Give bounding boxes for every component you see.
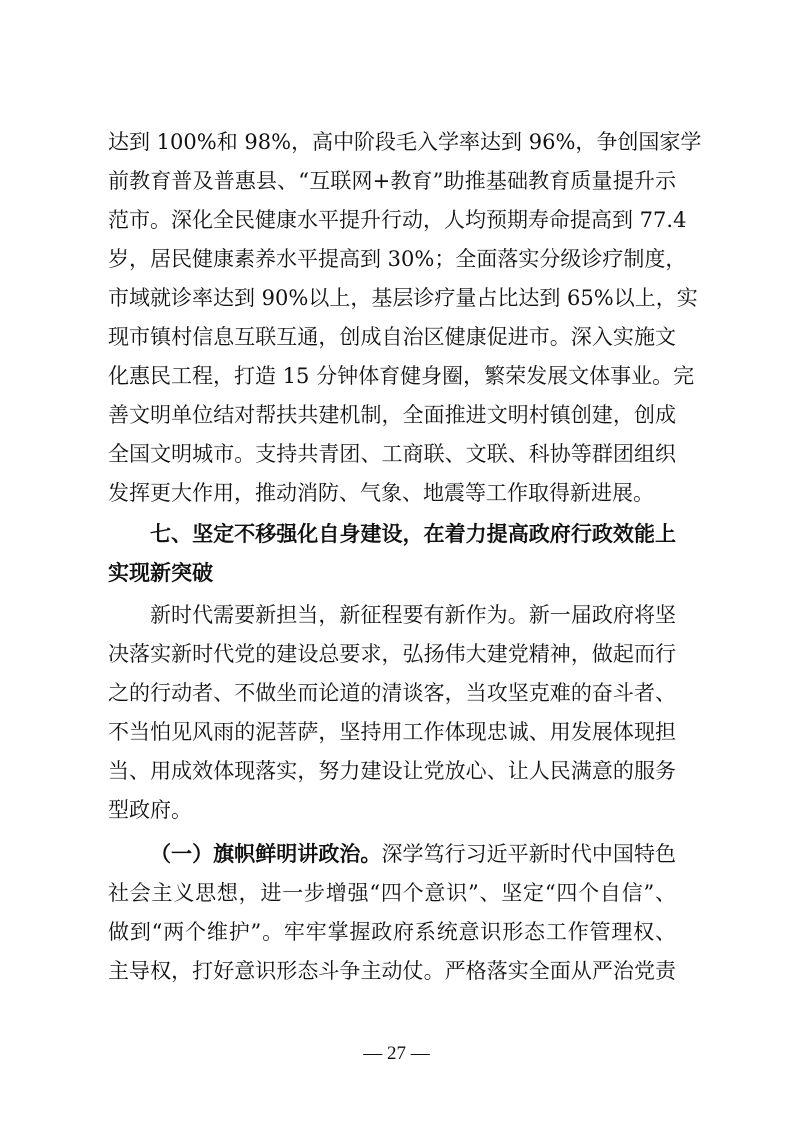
section-heading-line: 实现新突破: [108, 561, 213, 585]
body-line: 发挥更大作用，推动消防、气象、地震等工作取得新进展。: [108, 481, 654, 505]
page-number: — 27 —: [363, 1043, 430, 1064]
body-line: 决落实新时代党的建设总要求，弘扬伟大建党精神，做起而行: [108, 642, 676, 666]
body-line: 之的行动者、不做坐而论道的清谈客，当攻坚克难的奋斗者、: [108, 681, 676, 705]
body-line: 不当怕见风雨的泥菩萨，坚持用工作体现忠诚、用发展体现担: [108, 720, 676, 744]
body-line: 主导权，打好意识形态斗争主动仗。严格落实全面从严治党责: [108, 959, 676, 983]
body-line: 现市镇村信息互联互通，创成自治区健康促进市。深入实施文: [108, 325, 676, 349]
body-run: 深学笃行习近平新时代中国特色: [381, 842, 677, 866]
body-line: 型政府。: [108, 798, 192, 822]
body-line: 新时代需要新担当，新征程要有新作为。新一届政府将坚: [150, 603, 676, 627]
body-line: 全国文明城市。支持共青团、工商联、文联、科协等群团组织: [108, 442, 676, 466]
subsection-lead: （一）旗帜鲜明讲政治。: [150, 842, 382, 866]
body-line: 化惠民工程，打造 15 分钟体育健身圈，繁荣发展文体事业。完: [108, 364, 695, 388]
body-line: 做到“两个维护”。牢牢掌握政府系统意识形态工作管理权、: [108, 920, 676, 944]
body-line: 当、用成效体现落实，努力建设让党放心、让人民满意的服务: [108, 759, 676, 783]
body-line: 市域就诊率达到 90%以上，基层诊疗量占比达到 65%以上，实: [108, 286, 698, 310]
body-line: 范市。深化全民健康水平提升行动，人均预期寿命提高到 77.4: [108, 208, 687, 232]
body-line: [150, 839, 676, 869]
body-line: 达到 100%和 98%，高中阶段毛入学率达到 96%，争创国家学: [108, 130, 702, 154]
section-heading-line: 七、坚定不移强化自身建设，在着力提高政府行政效能上: [150, 522, 676, 546]
body-line: 善文明单位结对帮扶共建机制，全面推进文明村镇创建，创成: [108, 403, 676, 427]
body-line: 岁，居民健康素养水平提高到 30%；全面落实分级诊疗制度，: [108, 247, 687, 271]
body-line: 社会主义思想，进一步增强“四个意识”、坚定“四个自信”、: [108, 881, 676, 905]
body-line: 前教育普及普惠县、“互联网+教育”助推基础教育质量提升示: [108, 169, 676, 193]
